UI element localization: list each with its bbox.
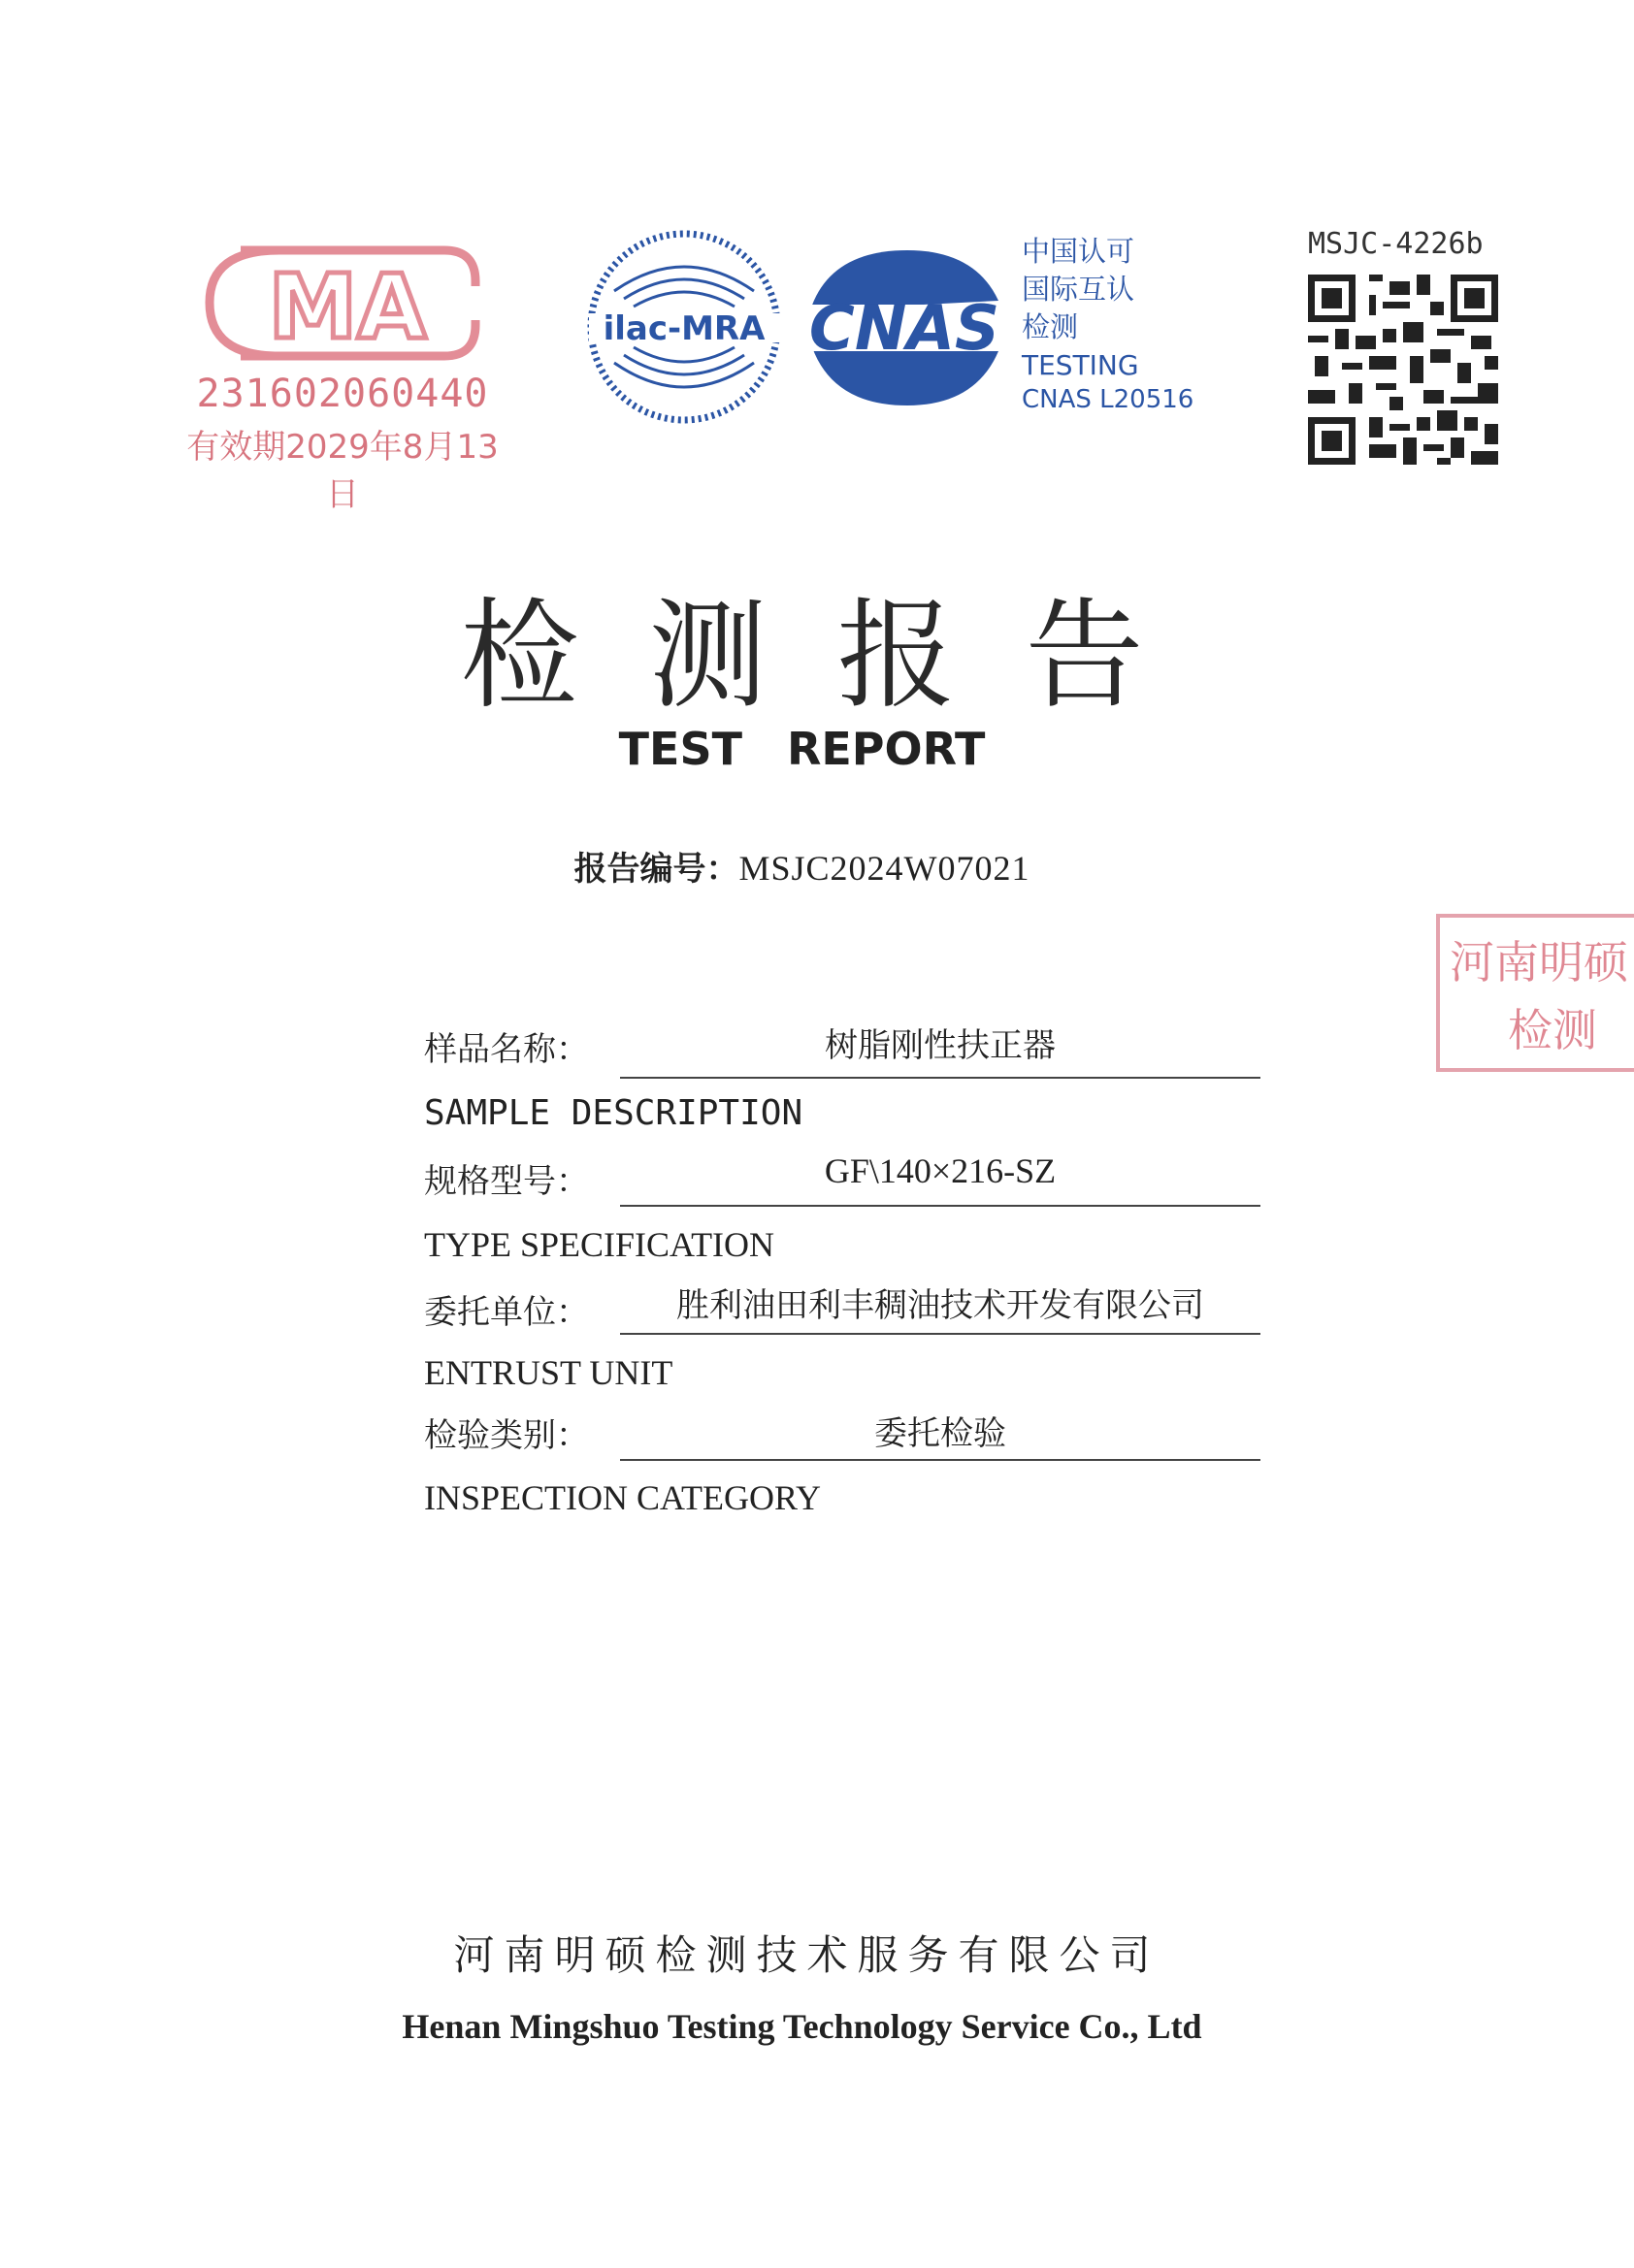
seal-line1: 河南明硕 xyxy=(1450,936,1628,988)
company-name-en: Henan Mingshuo Testing Technology Service Co., Ltd xyxy=(402,2007,1202,2046)
ilac-mra-logo xyxy=(585,223,784,432)
field-underline xyxy=(620,1333,1260,1335)
field-label-cn: 检验类别： xyxy=(424,1416,589,1455)
cma-validity-date: 有效期2029年8月13日 xyxy=(186,428,499,514)
field-label-en: ENTRUST UNIT xyxy=(424,1353,673,1392)
field-label-en: TYPE SPECIFICATION xyxy=(424,1225,775,1264)
field-label-en: INSPECTION CATEGORY xyxy=(424,1478,822,1517)
cnas-accreditation-text xyxy=(1022,233,1193,416)
seal-line2: 检测 xyxy=(1508,1004,1597,1056)
field-label-cn: 样品名称： xyxy=(424,1030,589,1069)
field-underline xyxy=(620,1205,1260,1207)
cnas-cn-line2: 国际互认 xyxy=(1022,273,1135,306)
report-title-cn: 检测报告 xyxy=(460,587,1214,725)
cnas-cn-line1: 中国认可 xyxy=(1022,235,1135,268)
field-label-en: SAMPLE DESCRIPTION xyxy=(424,1093,803,1133)
svg-text:ilac-MRA: ilac-MRA xyxy=(603,309,766,348)
field-value: 树脂刚性扶正器 xyxy=(825,1026,1056,1065)
svg-text:CNAS: CNAS xyxy=(808,293,1000,365)
report-title-en: TEST REPORT xyxy=(618,723,986,775)
report-number-label: 报告编号： xyxy=(573,850,739,889)
field-label-cn: 规格型号： xyxy=(424,1162,589,1201)
cnas-testing-label: TESTING xyxy=(1022,349,1139,381)
field-underline xyxy=(620,1459,1260,1461)
cnas-cn-line3: 检测 xyxy=(1022,310,1079,343)
report-number-value: MSJC2024W07021 xyxy=(738,849,1030,888)
field-underline xyxy=(620,1077,1260,1079)
company-seal-stamp xyxy=(1436,914,1634,1072)
field-value: 胜利油田利丰稠油技术开发有限公司 xyxy=(676,1286,1204,1325)
cma-mark-icon xyxy=(202,243,483,364)
company-name-cn: 河南明硕检测技术服务有限公司 xyxy=(453,1931,1160,1979)
cnas-logo xyxy=(791,243,1019,412)
cnas-accreditation-number: CNAS L20516 xyxy=(1022,385,1194,414)
qr-code-icon xyxy=(1308,275,1498,465)
report-number xyxy=(0,842,1604,890)
field-label-cn: 委托单位： xyxy=(424,1293,589,1332)
cma-certificate-number: 231602060440 xyxy=(196,372,489,416)
field-value: GF\140×216-SZ xyxy=(824,1151,1057,1190)
field-value: 委托检验 xyxy=(874,1414,1006,1453)
cma-certification-stamp xyxy=(182,243,503,514)
svg-text:MA: MA xyxy=(268,255,427,359)
form-code: MSJC-4226b xyxy=(1308,227,1484,261)
